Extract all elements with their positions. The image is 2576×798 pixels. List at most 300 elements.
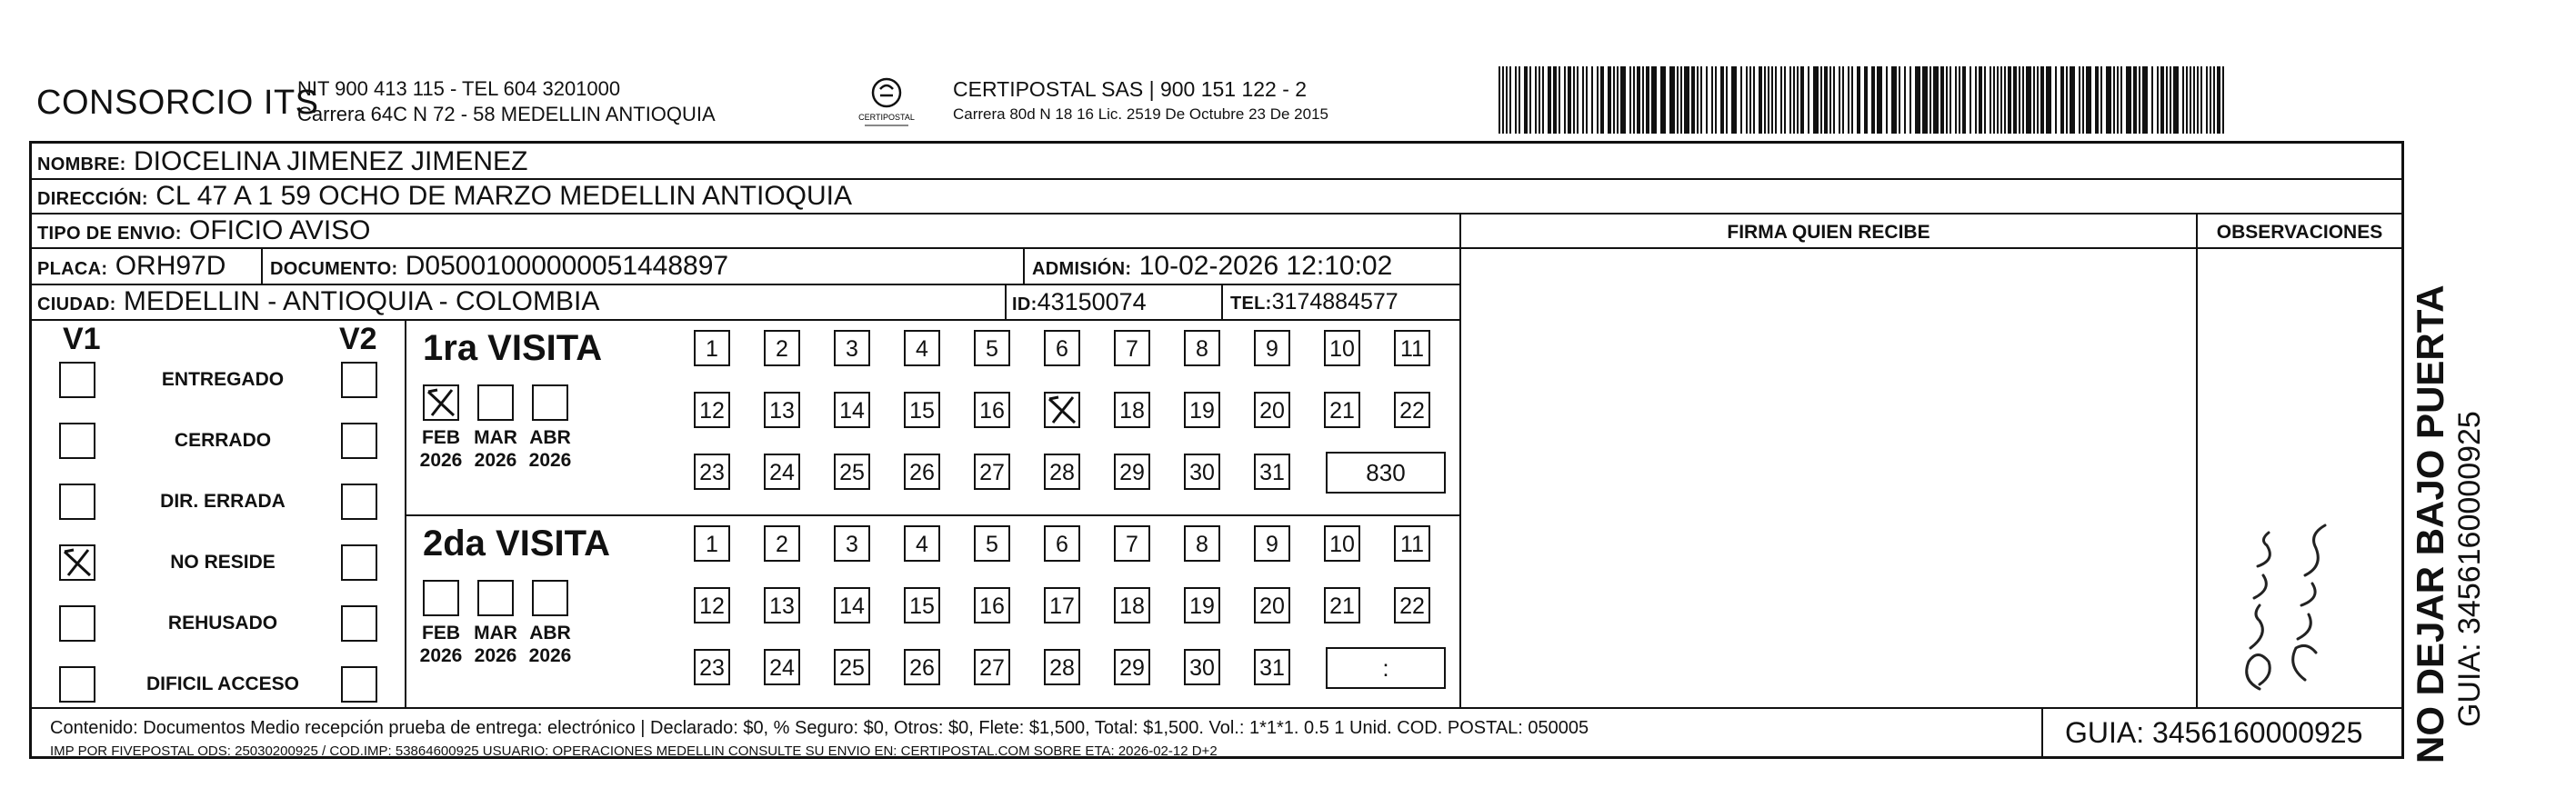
nombre-value: DIOCELINA JIMENEZ JIMENEZ [134, 146, 528, 176]
day-checkbox[interactable]: 13 [764, 587, 800, 623]
month-year: 2026 [474, 645, 517, 666]
footer-divider [32, 707, 2401, 709]
barcode-bar [1891, 66, 1897, 134]
month-label [523, 426, 577, 472]
barcode-bar [1706, 66, 1708, 134]
barcode-bar [2033, 66, 2035, 134]
tel-value: 3174884577 [1271, 289, 1398, 314]
barcode-bar [1617, 66, 1619, 134]
barcode-bar [2026, 66, 2031, 134]
barcode-bar [2046, 66, 2051, 134]
barcode-bar [1877, 66, 1882, 134]
month-year: 2026 [419, 450, 463, 471]
barcode-bar [1677, 66, 1679, 134]
barcode-bar [1993, 66, 1995, 134]
barcode-bar [2173, 66, 2179, 134]
barcode-bar [2055, 66, 2057, 134]
barcode-bar [1746, 66, 1748, 134]
barcode-bar [1813, 66, 1819, 134]
barcode-bar [2210, 66, 2211, 134]
barcode-bar [1820, 66, 1822, 134]
barcode-bar [2100, 66, 2102, 134]
barcode-bar [1582, 66, 1584, 134]
ciudad-value: MEDELLIN - ANTIOQUIA - COLOMBIA [123, 286, 600, 316]
day-checkbox[interactable]: 19 [1184, 587, 1220, 623]
nombre-row [37, 146, 527, 180]
col-divider [1005, 284, 1007, 319]
contenido-text: Contenido: Documentos Medio recepción prueba de entrega: electrónico | Declarado: $0, % Seguro: $0, Otros: $0, Flete: $1,500, Total: $1,500. Vol.: 1*1*1. 0.5 1 Unid. COD. POSTAL: 050005 [50, 718, 1589, 738]
barcode-bar [1564, 66, 1566, 134]
barcode-bar [1857, 66, 1860, 134]
tel-row [1230, 286, 1398, 319]
documento-value: D05001000000051448897 [405, 251, 729, 281]
nombre-label: NOMBRE: [37, 155, 126, 175]
day-checkbox[interactable]: 31 [1254, 454, 1290, 490]
barcode-bar [2133, 66, 2137, 134]
barcode-bar [1498, 66, 1500, 134]
ciudad-label: CIUDAD: [37, 294, 116, 314]
barcode-bar [1842, 66, 1844, 134]
barcode-bar [1990, 66, 1991, 134]
check-mark-icon [1046, 394, 1078, 426]
v1-checkbox[interactable] [59, 544, 95, 581]
barcode-bar [1726, 66, 1728, 134]
day-checkbox[interactable]: 1 [694, 330, 730, 366]
barcode-bar [1731, 66, 1737, 134]
v2-checkbox[interactable] [341, 544, 377, 581]
status-label: CERRADO [174, 430, 272, 451]
barcode-bar [2004, 66, 2006, 134]
id-row [1012, 286, 1147, 320]
barcode-bar [1629, 66, 1631, 134]
certipostal-logo [850, 73, 923, 131]
day-checkbox[interactable]: 10 [1324, 525, 1360, 562]
barcode-bar [1808, 66, 1809, 134]
barcode-bar [1768, 66, 1769, 134]
company-name: CONSORCIO ITS [36, 84, 319, 122]
v2-checkbox[interactable] [341, 423, 377, 459]
barcode-bar [1620, 66, 1626, 134]
day-checkbox[interactable]: 26 [904, 649, 940, 685]
month-label [414, 622, 468, 667]
v2-checkbox[interactable] [341, 484, 377, 520]
courier-info [953, 76, 1328, 127]
col-divider [2196, 213, 2198, 707]
delivery-form [29, 141, 2404, 759]
day-checkbox[interactable]: 5 [974, 330, 1010, 366]
tel-label: TEL: [1230, 294, 1272, 314]
barcode-bar [2008, 66, 2011, 134]
barcode-bar [2040, 66, 2044, 134]
barcode-bar [1771, 66, 1773, 134]
day-checkbox[interactable]: 7 [1114, 330, 1150, 366]
day-checkbox[interactable]: 8 [1184, 330, 1220, 366]
firma-header: FIRMA QUIEN RECIBE [1727, 222, 1930, 243]
day-checkbox[interactable]: 15 [904, 587, 940, 623]
barcode-bar [2086, 66, 2091, 134]
day-checkbox[interactable]: 12 [694, 392, 730, 428]
barcode-bar [1922, 66, 1928, 134]
barcode-bar [1586, 66, 1588, 134]
barcode-bar [1502, 66, 1504, 134]
check-mark-icon [61, 546, 94, 579]
status-label: REHUSADO [167, 613, 278, 633]
day-checkbox[interactable]: 22 [1394, 392, 1430, 428]
barcode-bar [1660, 66, 1666, 134]
barcode-bar [1797, 66, 1799, 134]
company-info [297, 76, 716, 127]
day-checkbox[interactable]: 5 [974, 525, 1010, 562]
month-checkbox[interactable] [423, 580, 459, 616]
barcode-bar [1646, 66, 1649, 134]
ciudad-row [37, 286, 599, 320]
col-divider [1459, 213, 1461, 707]
logo-text: CERTIPOSTAL [858, 113, 915, 122]
month-year: 2026 [528, 450, 572, 471]
barcode-bar [2142, 66, 2148, 134]
barcode-bar [1984, 66, 1986, 134]
barcode-bar [2160, 66, 2164, 134]
handwritten-observation [2232, 489, 2360, 707]
barcode-bar [2113, 66, 2115, 134]
direccion-value: CL 47 A 1 59 OCHO DE MARZO MEDELLIN ANTIOQUIA [155, 181, 853, 211]
guia-number: GUIA: 3456160000925 [2065, 716, 2363, 749]
day-checkbox[interactable]: 29 [1114, 649, 1150, 685]
day-checkbox[interactable]: 4 [904, 525, 940, 562]
barcode-bar [1740, 66, 1742, 134]
day-checkbox[interactable]: 23 [694, 649, 730, 685]
day-checkbox[interactable]: 23 [694, 454, 730, 490]
barcode-bar [1904, 66, 1906, 134]
v1-checkbox[interactable] [59, 605, 95, 642]
barcode-bar [1829, 66, 1831, 134]
barcode-bar [1824, 66, 1828, 134]
day-checkbox[interactable]: 27 [974, 649, 1010, 685]
barcode-bar [1608, 66, 1611, 134]
side-notice-title: NO DEJAR BAJO PUERTA [2409, 284, 2451, 763]
company-address: Carrera 64C N 72 - 58 MEDELLIN ANTIOQUIA [297, 103, 716, 125]
barcode-bar [1642, 66, 1644, 134]
barcode-bar [1793, 66, 1795, 134]
day-checkbox[interactable]: 14 [834, 392, 870, 428]
barcode-bar [1559, 66, 1560, 134]
col-divider [2041, 707, 2043, 756]
tipo-row [37, 215, 371, 249]
barcode-bar [2022, 66, 2024, 134]
barcode-bar [1711, 66, 1713, 134]
barcode-bar [2139, 66, 2140, 134]
day-checkbox[interactable]: 20 [1254, 392, 1290, 428]
barcode-bar [1871, 66, 1875, 134]
observaciones-header: OBSERVACIONES [2216, 222, 2383, 243]
day-checkbox[interactable]: 16 [974, 392, 1010, 428]
barcode-bar [1899, 66, 1900, 134]
barcode-bar [1684, 66, 1689, 134]
month-name: FEB [422, 427, 460, 448]
barcode-bar [1519, 66, 1520, 134]
month-checkbox[interactable] [532, 384, 568, 421]
month-year: 2026 [419, 645, 463, 666]
barcode-bar [1848, 66, 1849, 134]
barcode-bar [1915, 66, 1920, 134]
day-checkbox[interactable]: 9 [1254, 330, 1290, 366]
tipo-value: OFICIO AVISO [189, 215, 371, 245]
day-checkbox[interactable]: 11 [1394, 525, 1430, 562]
day-checkbox[interactable]: 13 [764, 392, 800, 428]
day-checkbox[interactable]: 24 [764, 454, 800, 490]
day-checkbox[interactable]: 12 [694, 587, 730, 623]
day-checkbox[interactable]: 17 [1044, 587, 1080, 623]
barcode-bar [2095, 66, 2099, 134]
barcode-bar [1940, 66, 1944, 134]
status-label: DIFICIL ACCESO [145, 673, 299, 694]
status-label: NO RESIDE [170, 552, 276, 573]
day-checkbox[interactable]: 24 [764, 649, 800, 685]
barcode-bar [1979, 66, 1982, 134]
day-checkbox[interactable]: 6 [1044, 330, 1080, 366]
barcode-bar [1839, 66, 1840, 134]
month-label [468, 426, 523, 472]
check-mark-icon [425, 386, 457, 419]
col-divider [1023, 247, 1025, 284]
placa-value: ORH97D [115, 251, 226, 281]
day-checkbox[interactable]: 16 [974, 587, 1010, 623]
day-checkbox[interactable]: 27 [974, 454, 1010, 490]
barcode-bar [1700, 66, 1702, 134]
barcode-bar [1997, 66, 1999, 134]
barcode-bar [1568, 66, 1571, 134]
barcode-bar [2197, 66, 2199, 134]
month-name: ABR [529, 427, 571, 448]
placa-row [37, 251, 226, 284]
barcode-bar [1950, 66, 1951, 134]
barcode-bar [1946, 66, 1948, 134]
day-checkbox[interactable]: 11 [1394, 330, 1430, 366]
month-year: 2026 [474, 450, 517, 471]
barcode-bar [2193, 66, 2195, 134]
barcode-bar [1775, 66, 1777, 134]
v1-header: V1 [63, 322, 101, 356]
day-checkbox[interactable]: 25 [834, 454, 870, 490]
admision-value: 10-02-2026 12:10:02 [1138, 251, 1393, 281]
barcode-bar [1784, 66, 1786, 134]
day-checkbox[interactable]: 28 [1044, 454, 1080, 490]
barcode-bar [1720, 66, 1724, 134]
barcode-bar [1715, 66, 1717, 134]
barcode-bar [1753, 66, 1755, 134]
day-checkbox[interactable]: 7 [1114, 525, 1150, 562]
id-value: 43150074 [1037, 288, 1147, 315]
month-label [468, 622, 523, 667]
barcode-bar [1669, 66, 1675, 134]
barcode-bar [2151, 66, 2153, 134]
barcode-bar [2126, 66, 2131, 134]
barcode-bar [1542, 66, 1544, 134]
day-checkbox[interactable]: 30 [1184, 649, 1220, 685]
barcode-bar [2000, 66, 2002, 134]
month-name: ABR [529, 623, 571, 643]
month-checkbox[interactable] [532, 580, 568, 616]
v2-header: V2 [339, 322, 377, 356]
side-guia: GUIA: 3456160000925 [2452, 411, 2487, 727]
month-label [523, 622, 577, 667]
direccion-row [37, 181, 852, 214]
v1-checkbox[interactable] [59, 666, 95, 703]
barcode-bar [1800, 66, 1804, 134]
day-checkbox[interactable]: 4 [904, 330, 940, 366]
row-divider [32, 247, 2401, 249]
barcode-bar [1597, 66, 1599, 134]
direccion-label: DIRECCIÓN: [37, 189, 148, 209]
barcode-bar [2217, 66, 2220, 134]
day-checkbox[interactable]: 30 [1184, 454, 1220, 490]
day-checkbox[interactable]: 31 [1254, 649, 1290, 685]
barcode-bar [1651, 66, 1657, 134]
visit-title: 1ra VISITA [423, 328, 603, 368]
barcode-bar [2037, 66, 2039, 134]
day-checkbox[interactable]: 2 [764, 525, 800, 562]
col-divider [1221, 284, 1223, 319]
courier-address: Carrera 80d N 18 16 Lic. 2519 De Octubre 23 De 2015 [953, 105, 1328, 123]
barcode-bar [1600, 66, 1604, 134]
barcode-bar [1833, 66, 1835, 134]
barcode-bar [2082, 66, 2084, 134]
barcode-bar [1975, 66, 1977, 134]
barcode-bar [1909, 66, 1911, 134]
barcode-bar [1680, 66, 1682, 134]
day-checkbox[interactable]: 29 [1114, 454, 1150, 490]
day-checkbox[interactable] [1044, 392, 1080, 428]
placa-label: PLACA: [37, 259, 108, 279]
barcode-bar [1535, 66, 1537, 134]
day-checkbox[interactable]: 26 [904, 454, 940, 490]
barcode-bar [1759, 66, 1762, 134]
day-checkbox[interactable]: 14 [834, 587, 870, 623]
day-checkbox[interactable]: 8 [1184, 525, 1220, 562]
barcode-bar [1591, 66, 1593, 134]
day-checkbox[interactable]: 20 [1254, 587, 1290, 623]
month-checkbox[interactable] [477, 384, 514, 421]
barcode-bar [2182, 66, 2184, 134]
day-checkbox[interactable]: 25 [834, 649, 870, 685]
barcode-bar [1548, 66, 1551, 134]
month-label [414, 426, 468, 472]
courier-line: CERTIPOSTAL SAS | 900 151 122 - 2 [953, 77, 1308, 101]
day-checkbox[interactable]: 3 [834, 525, 870, 562]
barcode-bar [1962, 66, 1966, 134]
day-checkbox[interactable]: 21 [1324, 587, 1360, 623]
barcode-bar [2206, 66, 2208, 134]
barcode-bar [1929, 66, 1931, 134]
barcode-bar [1524, 66, 1528, 134]
barcode-bar [1539, 66, 1540, 134]
month-name: FEB [422, 623, 460, 643]
barcode-bar [2170, 66, 2171, 134]
admision-label: ADMISIÓN: [1032, 259, 1132, 279]
col-divider [405, 319, 406, 707]
barcode-bar [1749, 66, 1751, 134]
barcode-bar [1633, 66, 1635, 134]
month-checkbox[interactable] [477, 580, 514, 616]
barcode-bar [1851, 66, 1853, 134]
barcode-bar [1780, 66, 1782, 134]
v2-checkbox[interactable] [341, 605, 377, 642]
barcode-bar [1691, 66, 1695, 134]
visit-title: 2da VISITA [423, 524, 610, 564]
day-checkbox[interactable]: 10 [1324, 330, 1360, 366]
day-checkbox[interactable]: 3 [834, 330, 870, 366]
day-checkbox[interactable]: 18 [1114, 392, 1150, 428]
day-checkbox[interactable]: 9 [1254, 525, 1290, 562]
barcode-bar [2066, 66, 2068, 134]
day-checkbox[interactable]: 2 [764, 330, 800, 366]
v1-checkbox[interactable] [59, 423, 95, 459]
barcode-bar [1697, 66, 1699, 134]
v1-checkbox[interactable] [59, 484, 95, 520]
barcode-bar [2186, 66, 2188, 134]
barcode-bar [2157, 66, 2159, 134]
documento-label: DOCUMENTO: [270, 259, 398, 279]
v2-checkbox[interactable] [341, 666, 377, 703]
barcode-bar [1886, 66, 1888, 134]
barcode-bar [1637, 66, 1640, 134]
barcode-bar [1529, 66, 1531, 134]
day-checkbox[interactable]: 6 [1044, 525, 1080, 562]
barcode-bar [1933, 66, 1939, 134]
day-checkbox[interactable]: 28 [1044, 649, 1080, 685]
month-name: MAR [474, 623, 517, 643]
barcode-bar [1789, 66, 1791, 134]
time-field[interactable]: 830 [1326, 452, 1446, 494]
barcode-bar [1509, 66, 1511, 134]
month-checkbox[interactable] [423, 384, 459, 421]
barcode-bar [2013, 66, 2017, 134]
month-name: MAR [474, 427, 517, 448]
row-divider [405, 514, 1459, 516]
barcode-bar [1764, 66, 1766, 134]
col-divider [261, 247, 263, 284]
barcode-bar [1970, 66, 1971, 134]
v1-checkbox[interactable] [59, 362, 95, 398]
barcode-bar [2117, 66, 2119, 134]
barcode-bar [1959, 66, 1960, 134]
barcode-bar [1955, 66, 1957, 134]
barcode-bar [1506, 66, 1508, 134]
barcode-bar [2060, 66, 2064, 134]
id-label: ID: [1012, 294, 1037, 314]
barcode-bar [1553, 66, 1557, 134]
month-year: 2026 [528, 645, 572, 666]
barcode-bar [1613, 66, 1615, 134]
day-checkbox[interactable]: 1 [694, 525, 730, 562]
barcode-bar [1573, 66, 1575, 134]
barcode-bar [1864, 66, 1868, 134]
day-checkbox[interactable]: 18 [1114, 587, 1150, 623]
status-label: ENTREGADO [161, 369, 285, 390]
time-field[interactable]: : [1326, 647, 1446, 689]
day-checkbox[interactable]: 15 [904, 392, 940, 428]
barcode-bar [2190, 66, 2191, 134]
barcode-bar [2213, 66, 2215, 134]
barcode-bar [2120, 66, 2122, 134]
admision-row [1032, 251, 1392, 284]
day-checkbox[interactable]: 21 [1324, 392, 1360, 428]
barcode-bar [2019, 66, 2020, 134]
day-checkbox[interactable]: 19 [1184, 392, 1220, 428]
v2-checkbox[interactable] [341, 362, 377, 398]
barcode-bar [2106, 66, 2111, 134]
day-checkbox[interactable]: 22 [1394, 587, 1430, 623]
